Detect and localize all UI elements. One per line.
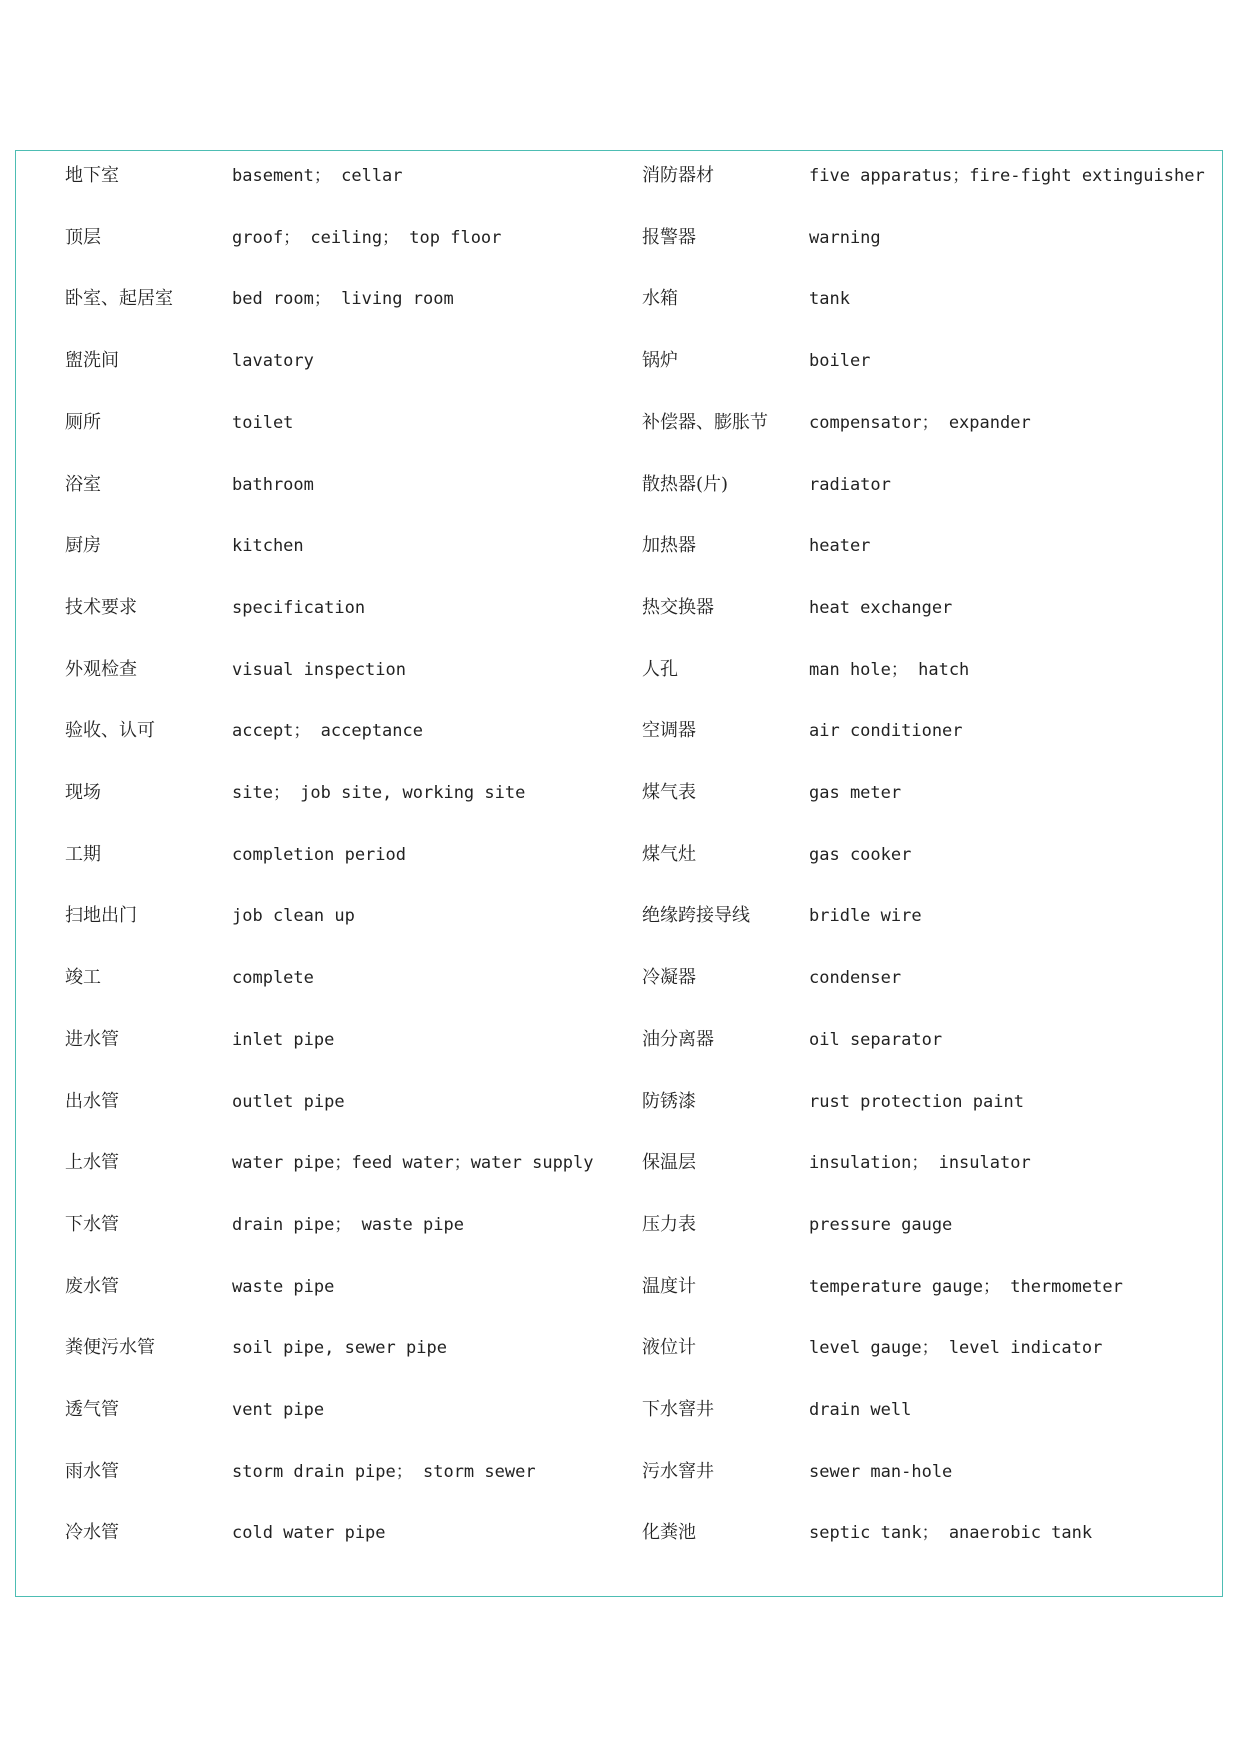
term-english-right: temperature gauge； thermometer [809,1276,1123,1297]
term-english-right: heater [809,536,871,557]
term-english-left: bathroom [232,474,314,495]
term-english-right: air conditioner [809,721,963,742]
term-chinese-left: 废水管 [65,1275,119,1297]
term-chinese-left: 下水管 [65,1213,119,1235]
term-english-left: waste pipe [232,1276,335,1297]
term-chinese-left: 工期 [65,843,101,865]
glossary-row [16,1149,1222,1211]
term-chinese-left: 出水管 [65,1090,119,1112]
term-chinese-right: 绝缘跨接导线 [642,905,750,927]
term-chinese-left: 进水管 [65,1028,119,1050]
term-english-left: outlet pipe [232,1091,345,1112]
glossary-row [16,656,1222,718]
term-english-left: vent pipe [232,1400,325,1420]
glossary-row [16,1273,1222,1335]
term-english-left: storm drain pipe； storm sewer [232,1461,536,1482]
term-chinese-right: 空调器 [642,720,696,742]
term-english-right: drain well [809,1400,912,1420]
term-english-left: cold water pipe [232,1523,386,1544]
glossary-row [16,532,1222,594]
glossary-table [15,150,1223,1597]
term-english-left: soil pipe, sewer pipe [232,1338,447,1359]
term-english-left: visual inspection [232,659,406,680]
glossary-row [16,409,1222,471]
term-english-right: oil separator [809,1029,943,1050]
term-english-left: toilet [232,412,294,433]
glossary-row [16,1211,1222,1273]
term-english-left: groof； ceiling； top floor [232,227,502,248]
term-chinese-right: 液位计 [642,1337,696,1359]
term-english-left: site； job site, working site [232,783,526,803]
term-english-right: gas meter [809,783,902,803]
term-english-left: accept； acceptance [232,721,423,742]
glossary-row [16,841,1222,903]
term-chinese-right: 防锈漆 [642,1090,696,1112]
term-chinese-right: 油分离器 [642,1028,714,1050]
term-english-right: pressure gauge [809,1214,953,1235]
term-chinese-left: 盥洗间 [65,350,119,372]
term-chinese-left: 粪便污水管 [65,1337,155,1359]
glossary-row [16,285,1222,347]
term-english-left: inlet pipe [232,1029,335,1050]
term-english-right: insulation； insulator [809,1153,1031,1174]
term-chinese-right: 热交换器 [642,596,714,618]
term-english-left: water pipe；feed water；water supply [232,1153,594,1174]
term-chinese-right: 散热器(片) [642,473,729,495]
term-english-right: warning [809,227,881,248]
term-chinese-right: 锅炉 [642,350,678,372]
term-english-left: lavatory [232,351,314,372]
term-chinese-left: 地下室 [65,165,119,186]
term-english-right: radiator [809,474,891,495]
term-chinese-left: 浴室 [65,473,101,495]
term-chinese-right: 煤气灶 [642,843,696,865]
term-chinese-left: 技术要求 [65,596,137,618]
term-chinese-right: 加热器 [642,535,696,557]
glossary-row [16,717,1222,779]
term-chinese-right: 化粪池 [642,1522,696,1544]
term-chinese-right: 人孔 [642,658,678,680]
term-english-left: drain pipe； waste pipe [232,1214,464,1235]
term-english-right: sewer man-hole [809,1461,953,1482]
term-english-right: condenser [809,968,902,989]
term-english-right: five apparatus；fire-fight extinguisher [809,166,1205,186]
term-english-right: boiler [809,351,871,372]
glossary-row [16,902,1222,964]
term-english-left: job clean up [232,906,355,927]
term-chinese-right: 冷凝器 [642,967,696,989]
glossary-row [16,1458,1222,1520]
term-chinese-right: 保温层 [642,1152,696,1174]
glossary-row [16,1334,1222,1396]
glossary-row [16,964,1222,1026]
term-chinese-left: 雨水管 [65,1460,119,1482]
term-english-left: kitchen [232,536,304,557]
term-english-left: bed room； living room [232,289,454,310]
term-english-right: gas cooker [809,844,912,865]
term-english-right: rust protection paint [809,1091,1024,1112]
glossary-row [16,347,1222,409]
glossary-row [16,1519,1222,1581]
term-chinese-left: 厨房 [65,535,101,557]
glossary-row [16,1396,1222,1458]
term-chinese-left: 扫地出门 [65,905,137,927]
term-chinese-left: 竣工 [65,967,101,989]
glossary-row [16,162,1222,224]
term-chinese-right: 补偿器、膨胀节 [642,411,768,433]
term-chinese-right: 污水窨井 [642,1460,714,1482]
term-english-left: completion period [232,844,406,865]
term-english-right: bridle wire [809,906,922,927]
term-chinese-left: 现场 [65,782,101,803]
glossary-row [16,1088,1222,1150]
glossary-row [16,224,1222,286]
term-chinese-left: 厕所 [65,411,101,433]
term-chinese-left: 卧室、起居室 [65,288,173,310]
term-english-right: level gauge； level indicator [809,1338,1103,1359]
term-chinese-right: 水箱 [642,288,678,310]
term-chinese-left: 外观检查 [65,658,137,680]
term-chinese-right: 压力表 [642,1213,696,1235]
term-english-right: septic tank； anaerobic tank [809,1523,1093,1544]
term-english-right: man hole； hatch [809,659,970,680]
term-english-left: specification [232,597,366,618]
term-english-left: basement； cellar [232,166,403,186]
term-english-right: tank [809,289,850,310]
term-chinese-left: 上水管 [65,1152,119,1174]
glossary-row [16,471,1222,533]
glossary-row [16,1026,1222,1088]
glossary-row [16,594,1222,656]
term-chinese-right: 温度计 [642,1275,696,1297]
term-english-right: heat exchanger [809,597,953,618]
term-chinese-right: 报警器 [642,226,696,248]
term-chinese-left: 验收、认可 [65,720,155,742]
term-chinese-right: 下水窨井 [642,1399,714,1420]
term-chinese-right: 煤气表 [642,782,696,803]
term-english-right: compensator； expander [809,412,1031,433]
term-english-left: complete [232,968,314,989]
glossary-row [16,779,1222,841]
term-chinese-left: 透气管 [65,1399,119,1420]
term-chinese-right: 消防器材 [642,165,714,186]
term-chinese-left: 顶层 [65,226,101,248]
term-chinese-left: 冷水管 [65,1522,119,1544]
